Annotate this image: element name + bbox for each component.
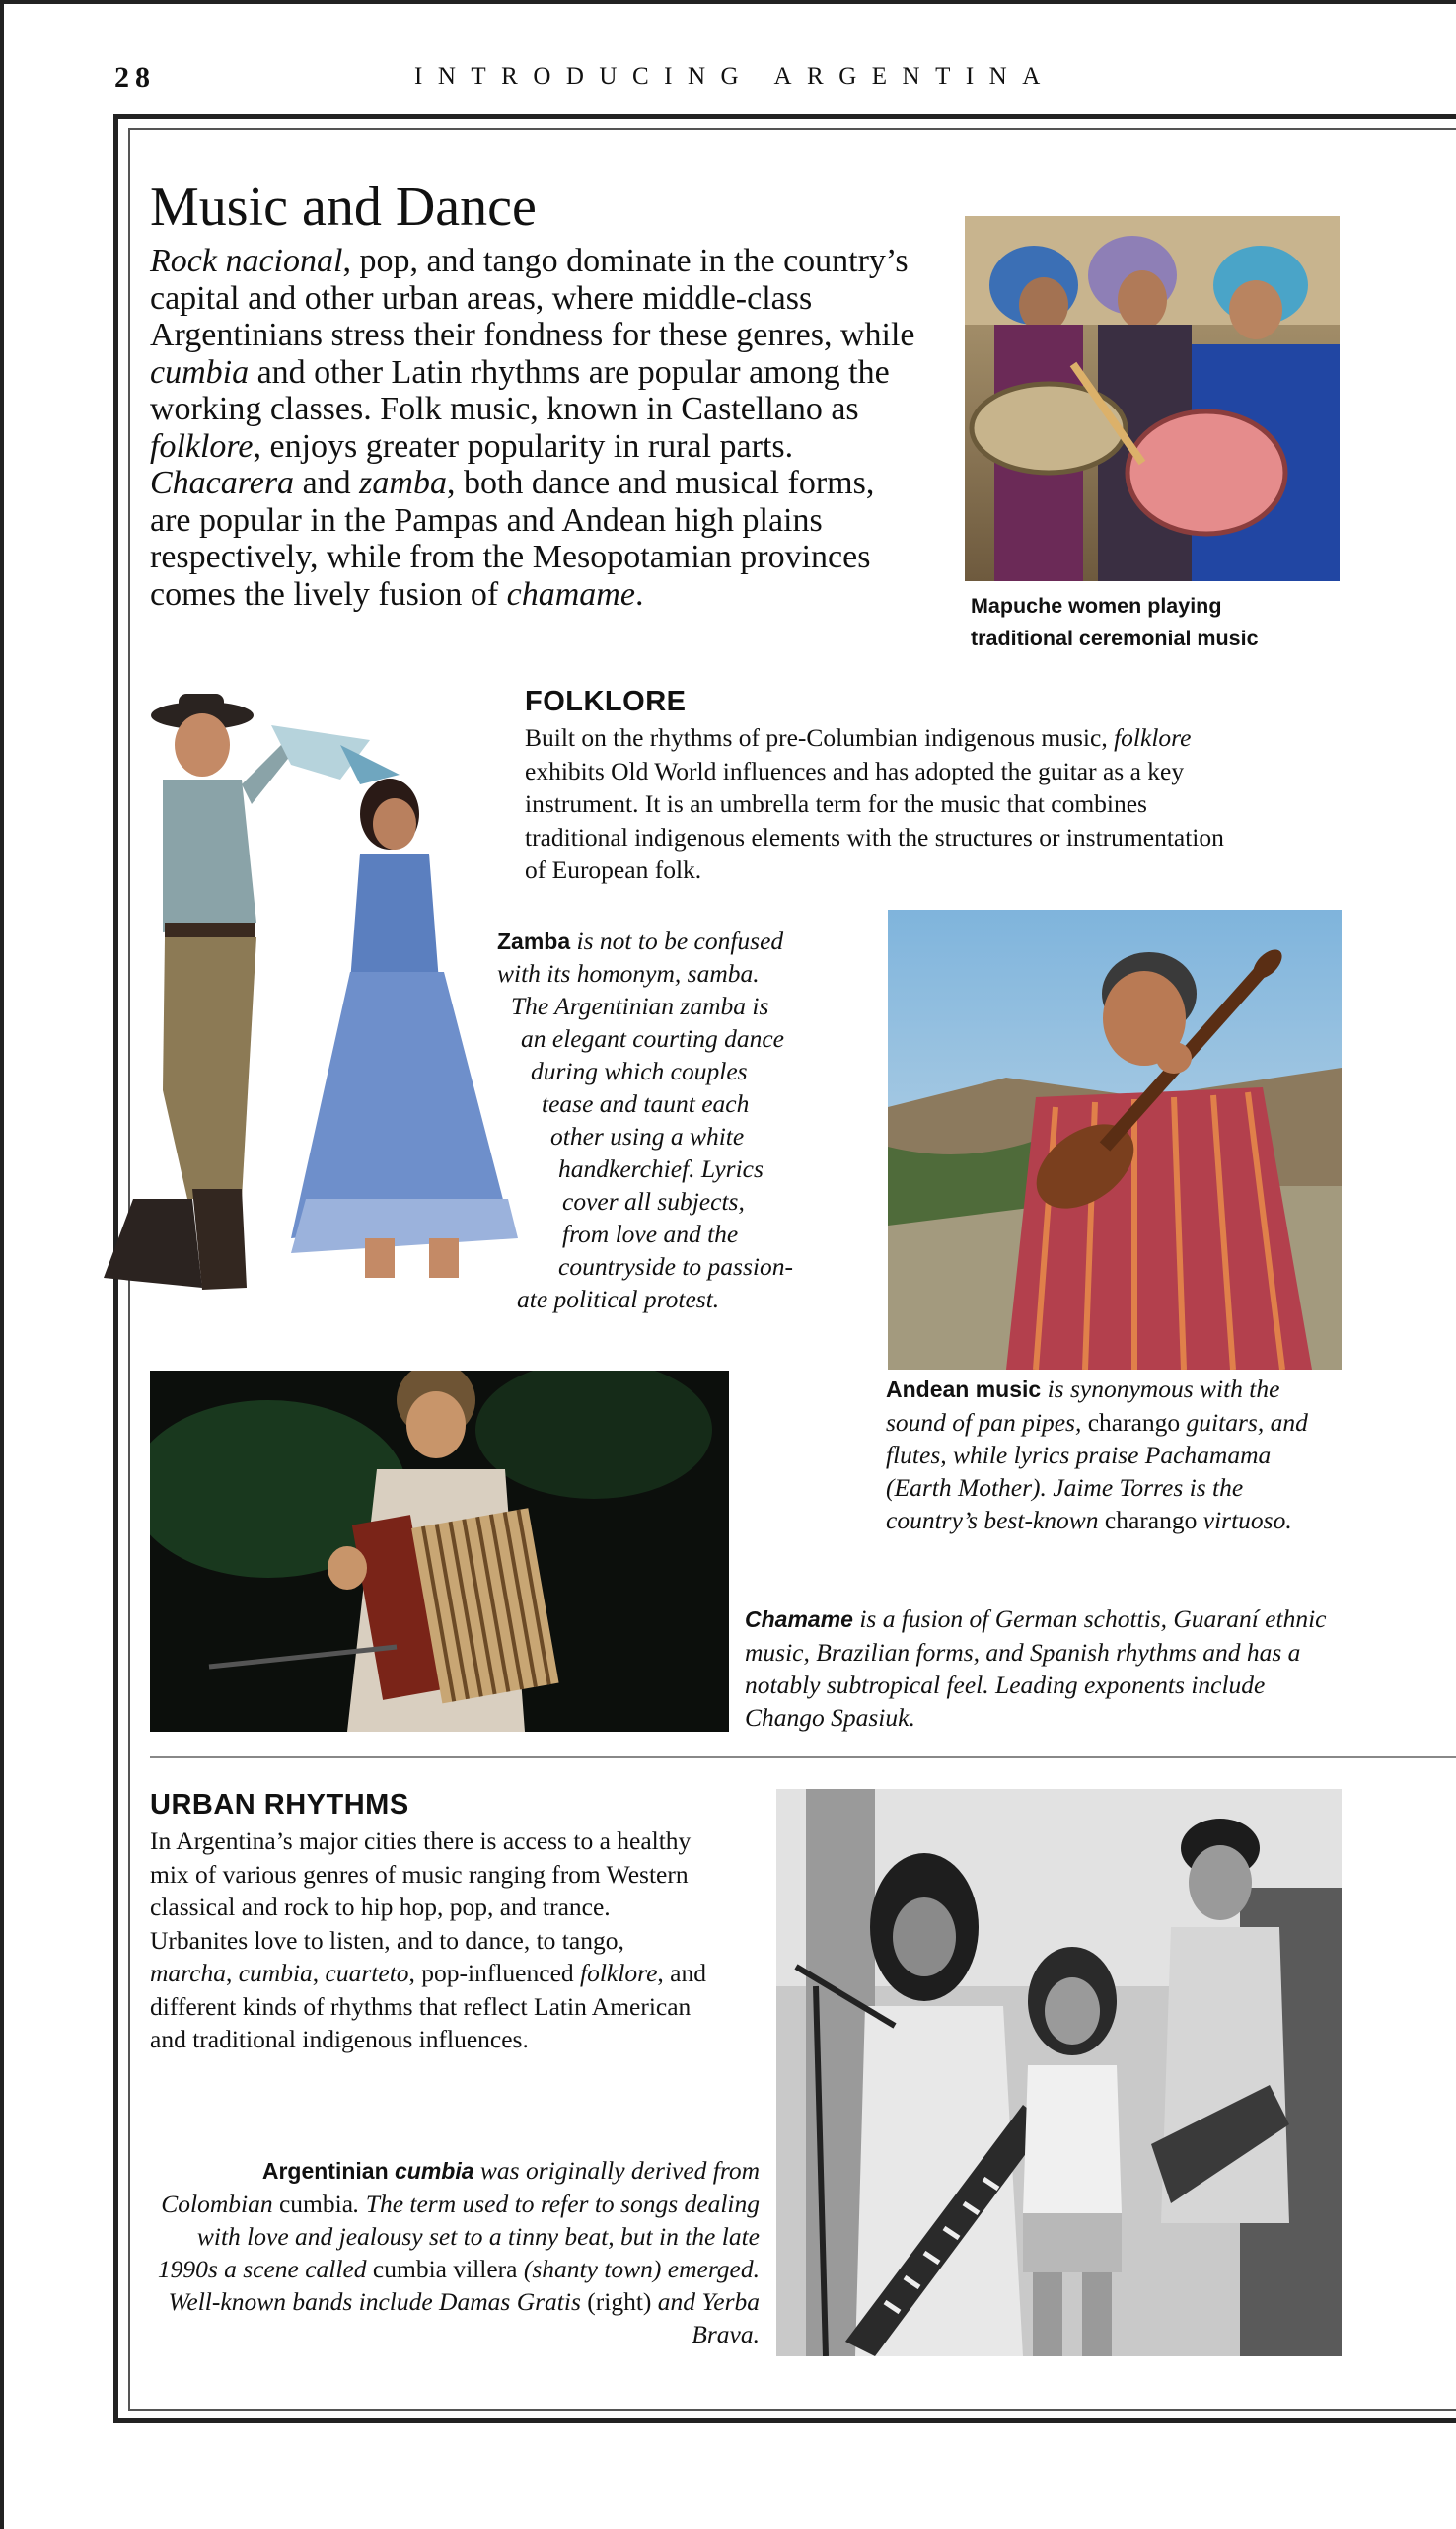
chamame-accordionist-photo bbox=[150, 1371, 729, 1732]
cumbia-caption-lead: Argentinian bbox=[261, 2158, 396, 2184]
zamba-caption-line: an elegant courting dance bbox=[521, 1024, 784, 1053]
cumbia-caption bbox=[150, 2154, 760, 2350]
emphasis-text: cuarteto bbox=[325, 1959, 409, 1987]
text-run: and bbox=[294, 465, 360, 501]
caption-text: . The term used to refer to songs dealing with love and jealousy set to a tinny beat, but in the late 1990s a scene called bbox=[157, 2190, 760, 2283]
zamba-caption-line: with its homonym, samba. bbox=[497, 959, 760, 988]
caption-roman-text: (right) bbox=[587, 2287, 652, 2316]
caption-roman-text: charango bbox=[1087, 1408, 1181, 1437]
emphasis-text: Chacarera bbox=[150, 465, 295, 501]
zamba-caption-lead: Zamba bbox=[497, 929, 571, 954]
zamba-caption-line: ate political protest. bbox=[517, 1285, 720, 1313]
emphasis-text: folklore bbox=[580, 1959, 658, 1987]
folklore-body bbox=[525, 721, 1235, 887]
zamba-caption-line: handkerchief. Lyrics bbox=[558, 1154, 764, 1183]
zamba-caption-line: tease and taunt each bbox=[542, 1089, 750, 1118]
emphasis-text: chamame bbox=[506, 575, 635, 613]
zamba-caption-line: other using a white bbox=[550, 1122, 745, 1151]
caption-text: was originally derived from Colombian bbox=[161, 2156, 760, 2218]
emphasis-text: folklore bbox=[1114, 723, 1192, 752]
zamba-caption-line: countryside to passion- bbox=[558, 1252, 793, 1281]
caption-text: is synonymous with the sound of pan pipes, bbox=[886, 1375, 1280, 1437]
text-run: Built on the rhythms of pre-Columbian indigenous music, bbox=[525, 723, 1115, 752]
text-run: , bbox=[225, 1959, 239, 1987]
chamame-caption-lead: Chamame bbox=[745, 1606, 853, 1632]
text-run: and other Latin rhythms are popular among the working classes. Folk music, known in Castellano as bbox=[150, 353, 890, 427]
running-title: INTRODUCING ARGENTINA bbox=[414, 63, 1056, 90]
mapuche-caption-line: traditional ceremonial music bbox=[971, 627, 1259, 650]
emphasis-text: Rock nacional bbox=[150, 243, 343, 279]
chamame-caption bbox=[745, 1602, 1337, 1734]
text-run: , pop, and tango dominate in the country’s capital and other urban areas, where middle-class Argentinians stress their fondness for these genres, while bbox=[150, 243, 915, 353]
zamba-caption-line bbox=[497, 925, 783, 958]
text-run: , enjoys greater popularity in rural parts. bbox=[253, 427, 794, 465]
andean-caption bbox=[886, 1373, 1340, 1536]
emphasis-text: cumbia bbox=[238, 1959, 313, 1987]
mapuche-caption bbox=[971, 590, 1365, 655]
chamame-caption-text: is a fusion of German schottis, Guaraní ethnic music, Brazilian forms, and Spanish rhythms and has a notably subtropical feel. Leading exponents include Chango Spasiuk. bbox=[745, 1604, 1327, 1732]
emphasis-text: cumbia bbox=[150, 353, 250, 391]
andean-musician-photo bbox=[888, 910, 1342, 1370]
emphasis-text: zamba bbox=[359, 465, 447, 501]
section-divider bbox=[150, 1756, 1456, 1758]
intro-paragraph bbox=[150, 243, 919, 613]
caption-text: and Yerba Brava. bbox=[651, 2287, 760, 2348]
emphasis-text: marcha bbox=[150, 1959, 226, 1987]
text-run: . bbox=[634, 575, 644, 613]
zamba-caption-line: during which couples bbox=[531, 1057, 748, 1085]
text-run: , and different kinds of rhythms that reflect Latin American and traditional indigenous influences. bbox=[150, 1959, 706, 2053]
mapuche-caption-line: Mapuche women playing bbox=[971, 594, 1222, 618]
urban-rhythms-body bbox=[150, 1824, 712, 2056]
zamba-caption-line: from love and the bbox=[562, 1220, 739, 1248]
caption-roman-text: cumbia villera bbox=[372, 2255, 518, 2283]
andean-caption-lead: Andean music bbox=[886, 1376, 1042, 1402]
text-run: exhibits Old World influences and has adopted the guitar as a key instrument. It is an umbrella term for the music that combines traditional indigenous elements with the structures or instrumentation of European folk. bbox=[525, 756, 1224, 884]
caption-text: guitars, and flutes, while lyrics praise Pachamama (Earth Mother). Jaime Torres is the country’s best-known bbox=[886, 1408, 1308, 1534]
damas-gratis-band-photo bbox=[776, 1789, 1342, 2356]
folklore-heading: FOLKLORE bbox=[525, 686, 687, 717]
caption-text: virtuoso. bbox=[1197, 1506, 1292, 1534]
mapuche-women-photo bbox=[965, 216, 1340, 581]
cumbia-caption-lead-italic: cumbia bbox=[395, 2158, 474, 2184]
caption-text: (shanty town) emerged. Well-known bands include Damas Gratis bbox=[168, 2255, 760, 2316]
zamba-caption-line: The Argentinian zamba is bbox=[511, 992, 769, 1020]
page-title: Music and Dance bbox=[150, 177, 537, 238]
caption-roman-text: charango bbox=[1104, 1506, 1198, 1534]
page-number: 28 bbox=[114, 61, 156, 94]
text-run: , both dance and musical forms, are popular in the Pampas and Andean high plains respectively, while from the Mesopotamian provinces comes the lively fusion of bbox=[150, 465, 875, 613]
text-run: In Argentina’s major cities there is access to a healthy mix of various genres of music ranging from Western classical and rock to hip hop, pop, and trance. Urbanites love to listen, and to dance, to tango, bbox=[150, 1826, 692, 1955]
urban-rhythms-heading: URBAN RHYTHMS bbox=[150, 1789, 409, 1821]
caption-roman-text: cumbia bbox=[278, 2190, 354, 2218]
zamba-caption-text: is not to be confused bbox=[570, 927, 784, 955]
zamba-caption-line: cover all subjects, bbox=[562, 1187, 745, 1216]
emphasis-text: folklore bbox=[150, 427, 254, 465]
page-left-edge bbox=[0, 0, 4, 2529]
page-top-edge bbox=[0, 0, 1456, 4]
text-run: , pop-influenced bbox=[408, 1959, 581, 1987]
zamba-dancers-photo bbox=[94, 686, 547, 1317]
text-run: , bbox=[312, 1959, 326, 1987]
